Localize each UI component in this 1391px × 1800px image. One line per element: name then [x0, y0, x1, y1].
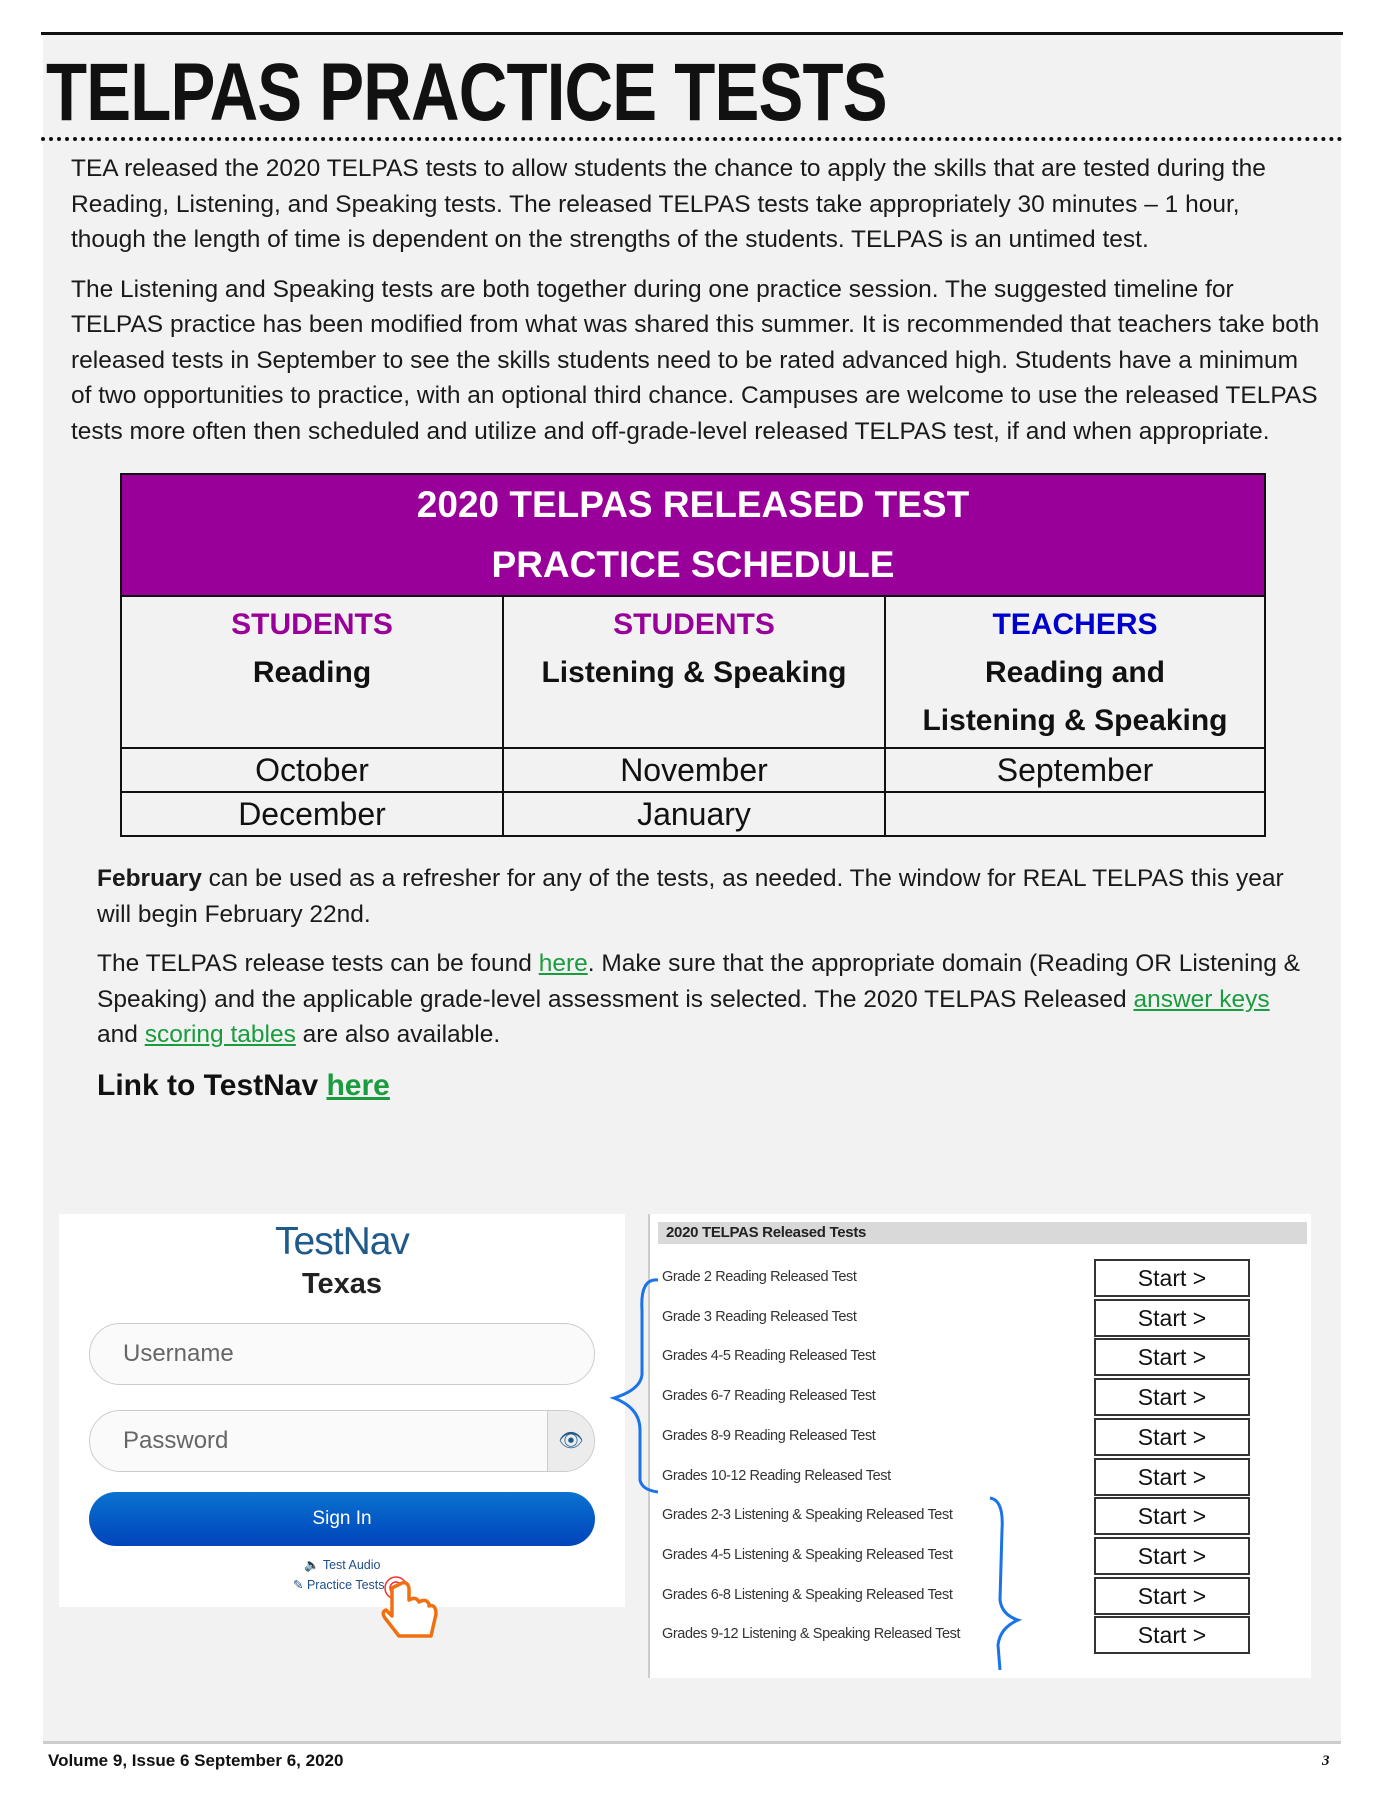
column-subject: Reading: [252, 656, 372, 689]
test-name: Grades 9-12 Listening & Speaking Released Test: [662, 1626, 961, 1643]
password-input[interactable]: [89, 1410, 595, 1472]
start-button[interactable]: Start >: [1094, 1616, 1250, 1654]
start-button[interactable]: Start >: [1094, 1378, 1250, 1416]
scoring-tables-link[interactable]: scoring tables: [144, 1021, 296, 1048]
test-name: Grade 2 Reading Released Test: [662, 1269, 857, 1285]
schedule-title: [121, 474, 1265, 596]
pointing-hand-icon: [381, 1576, 443, 1646]
page-title: TELPAS PRACTICE TESTS: [46, 47, 887, 138]
column-subject: Reading and: [984, 656, 1165, 689]
testnav-link-label: Link to TestNav: [97, 1068, 327, 1102]
column-header: [885, 596, 1265, 748]
column-group: STUDENTS: [613, 608, 775, 641]
test-name: Grades 6-7 Reading Released Test: [662, 1388, 876, 1405]
text: and: [97, 1021, 145, 1048]
test-name: Grades 2-3 Listening & Speaking Released Test: [662, 1507, 953, 1524]
column-subject: Listening & Speaking: [541, 656, 847, 689]
footer-rule: [43, 1741, 1341, 1744]
start-button[interactable]: Start >: [1094, 1338, 1250, 1376]
test-name: Grade 3 Reading Released Test: [662, 1308, 857, 1325]
february-paragraph: [97, 861, 1317, 932]
start-button[interactable]: Start >: [1094, 1259, 1250, 1297]
text: . Make sure that the appropriate domain (Reading OR Listening & Speaking) and the applicable grade-level assessment is selected. The 2020 TELPAS Released: [97, 950, 1301, 1013]
table-cell: September: [885, 748, 1265, 792]
column-group: TEACHERS: [992, 608, 1158, 641]
issue-info: Volume 9, Issue 6 September 6, 2020: [48, 1751, 344, 1770]
dotted-divider: [41, 137, 1343, 141]
february-label: February: [97, 865, 202, 892]
column-header: [121, 596, 503, 748]
testnav-link[interactable]: here: [326, 1068, 390, 1102]
eye-slash-icon[interactable]: 👁: [547, 1411, 594, 1471]
column-header: [503, 596, 885, 748]
test-name: Grades 8-9 Reading Released Test: [662, 1427, 876, 1444]
column-subject-2: Listening & Speaking: [922, 704, 1228, 737]
pencil-icon: ✎: [293, 1578, 307, 1592]
schedule-title-line2: PRACTICE SCHEDULE: [491, 544, 895, 585]
test-audio-label: Test Audio: [322, 1558, 381, 1572]
test-audio-link[interactable]: [304, 1558, 381, 1573]
table-cell: January: [503, 792, 885, 836]
state-label: Texas: [301, 1268, 383, 1300]
release-tests-paragraph: [97, 946, 1317, 1053]
start-button[interactable]: Start >: [1094, 1299, 1250, 1337]
start-button[interactable]: Start >: [1094, 1418, 1250, 1456]
speaker-icon: 🔈: [304, 1558, 323, 1572]
page-number: 3: [1322, 1753, 1330, 1769]
curly-braces-annotation: [610, 1270, 1060, 1670]
testnav-login-screenshot: [59, 1214, 625, 1607]
start-button[interactable]: Start >: [1094, 1577, 1250, 1615]
password-placeholder: Password: [123, 1427, 229, 1454]
schedule-title-line1: 2020 TELPAS RELEASED TEST: [416, 484, 970, 525]
table-cell: [885, 792, 1265, 836]
start-button[interactable]: Start >: [1094, 1458, 1250, 1496]
start-button[interactable]: Start >: [1094, 1497, 1250, 1535]
table-row: [121, 792, 1265, 836]
february-text: can be used as a refresher for any of the tests, as needed. The window for REAL TELPAS this year will begin February 22nd.: [97, 865, 1284, 928]
username-input[interactable]: Username: [89, 1323, 595, 1385]
practice-tests-link[interactable]: [293, 1578, 385, 1593]
practice-schedule-table: [120, 473, 1266, 837]
article-body: [71, 151, 1321, 1105]
test-name: Grades 4-5 Listening & Speaking Released Test: [662, 1546, 953, 1563]
testnav-link-line: [97, 1067, 1321, 1105]
test-name: Grades 6-8 Listening & Speaking Released Test: [662, 1586, 953, 1603]
released-tests-header: 2020 TELPAS Released Tests: [658, 1222, 1307, 1244]
release-tests-link[interactable]: here: [538, 950, 588, 977]
intro-paragraph: TEA released the 2020 TELPAS tests to allow students the chance to apply the skills that are tested during the Reading, Listening, and Speaking tests. The released TELPAS tests take appropriately 30 minutes – 1 hour, though the length of time is dependent on the strengths of the students. TELPAS is an untimed test.: [71, 155, 1266, 253]
top-rule: [41, 32, 1343, 35]
practice-tests-label: Practice Tests: [306, 1578, 385, 1592]
table-row: [121, 748, 1265, 792]
testnav-logo: TestNav: [275, 1220, 409, 1263]
table-cell: November: [503, 748, 885, 792]
column-group: STUDENTS: [231, 608, 393, 641]
text: The TELPAS release tests can be found: [97, 950, 539, 977]
test-name: Grades 4-5 Reading Released Test: [662, 1348, 876, 1365]
timeline-paragraph: The Listening and Speaking tests are both together during one practice session. The suggested timeline for TELPAS practice has been modified from what was shared this summer. It is recommended that teachers take both released tests in September to see the skills students need to be rated advanced high. Students have a minimum of two opportunities to practice, with an optional third chance. Campuses are welcome to use the released TELPAS tests more often then scheduled and utilize and off-grade-level released TELPAS test, if and when appropriate.: [71, 275, 1320, 445]
text: are also available.: [295, 1021, 501, 1048]
sign-in-button[interactable]: Sign In: [89, 1492, 595, 1546]
answer-keys-link[interactable]: answer keys: [1133, 985, 1270, 1013]
start-button[interactable]: Start >: [1094, 1537, 1250, 1575]
test-name: Grades 10-12 Reading Released Test: [662, 1467, 891, 1484]
table-cell: December: [121, 792, 503, 836]
table-cell: October: [121, 748, 503, 792]
